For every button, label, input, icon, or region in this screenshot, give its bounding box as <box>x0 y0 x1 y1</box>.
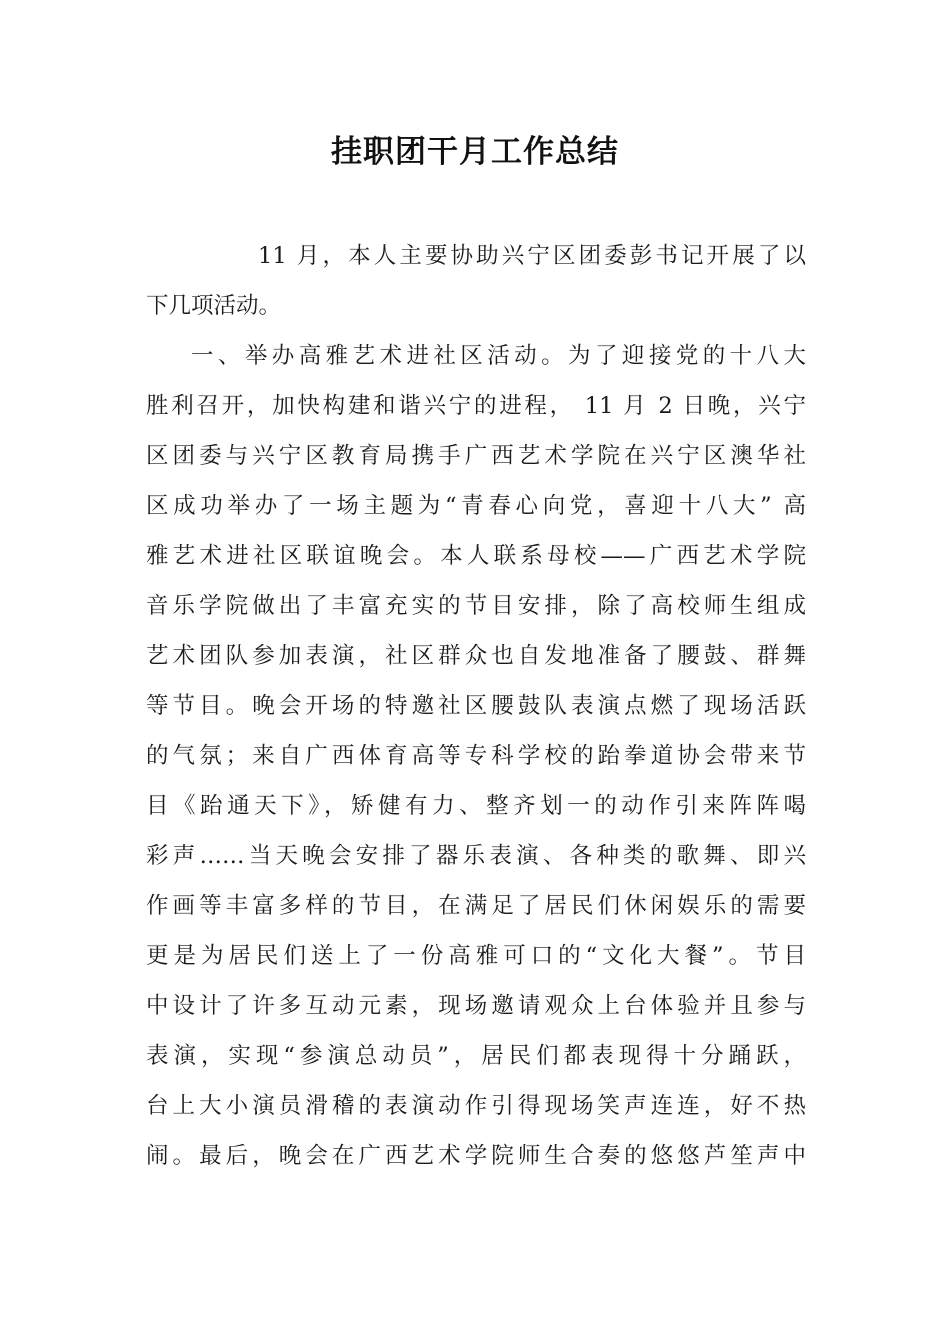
body-line: 11 月，本人主要协助兴宁区团委彭书记开展了以 <box>258 243 806 269</box>
body-line: 彩声……当天晚会安排了器乐表演、各种类的歌舞、即兴 <box>146 843 806 869</box>
body-line: 区团委与兴宁区教育局携手广西艺术学院在兴宁区澳华社 <box>146 443 806 469</box>
body-line: 闹。最后，晚会在广西艺术学院师生合奏的悠悠芦笙声中 <box>146 1143 806 1169</box>
body-line: 等节目。晚会开场的特邀社区腰鼓队表演点燃了现场活跃 <box>146 693 806 719</box>
body-line: 作画等丰富多样的节目，在满足了居民们休闲娱乐的需要 <box>146 893 806 919</box>
body-line: 艺术团队参加表演，社区群众也自发地准备了腰鼓、群舞 <box>146 643 806 669</box>
body-line: 台上大小演员滑稽的表演动作引得现场笑声连连，好不热 <box>146 1093 806 1119</box>
body-line: 雅艺术进社区联谊晚会。本人联系母校——广西艺术学院 <box>146 543 806 569</box>
document-title: 挂职团干月工作总结 <box>331 134 619 170</box>
body-line: 目《跆通天下》，矫健有力、整齐划一的动作引来阵阵喝 <box>146 793 806 819</box>
body-line: 胜利召开，加快构建和谐兴宁的进程， 11 月 2 日晚，兴宁 <box>146 393 806 419</box>
body-line: 音乐学院做出了丰富充实的节目安排，除了高校师生组成 <box>146 593 806 619</box>
body-line: 一、举办高雅艺术进社区活动。为了迎接党的十八大 <box>191 343 806 369</box>
body-line: 中设计了许多互动元素，现场邀请观众上台体验并且参与 <box>146 993 806 1019</box>
body-line: 更是为居民们送上了一份高雅可口的“文化大餐”。节目 <box>146 943 806 969</box>
body-line: 区成功举办了一场主题为“青春心向党，喜迎十八大” 高 <box>146 493 806 519</box>
body-line: 表演，实现“参演总动员”，居民们都表现得十分踊跃， <box>146 1043 806 1069</box>
body-line: 下几项活动。 <box>146 293 282 319</box>
body-line: 的气氛；来自广西体育高等专科学校的跆拳道协会带来节 <box>146 743 806 769</box>
